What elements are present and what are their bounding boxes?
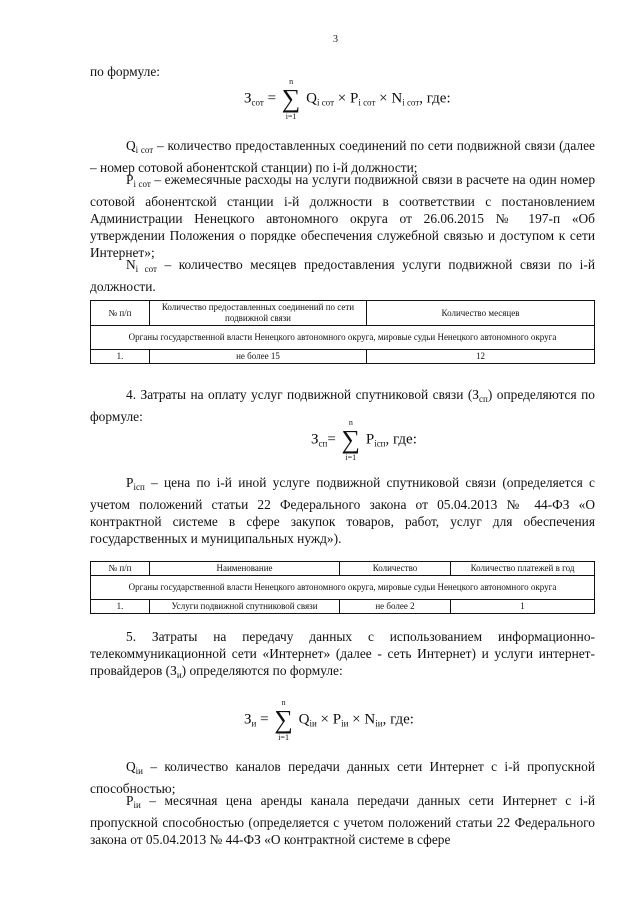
intro-text: по формуле: bbox=[90, 64, 160, 79]
table-header: Количество предоставленных соединений по сети подвижной связи bbox=[150, 301, 367, 326]
table-header: № п/п bbox=[91, 301, 150, 326]
definition-p-sot: $P_{i сот}$ – ежемесячные расходы на услуги подвижной связи в расчете на один номер сотовой абонентской станции i-й должности в соответствии с постановлением Администрации Ненецкого автономного округа от 26.06.2015 № 197-п «Об утверждении Положения о порядке обеспечения служебной связью и доступом к сети Интернет»; bbox=[90, 172, 596, 260]
table-header: Количество месяцев bbox=[367, 301, 595, 326]
formula-cost-satellite: $З_{сп}=$ ∑ n i=1 $P_{iсп}$, где: bbox=[311, 418, 417, 462]
table-group-row: Органы государственной власти Ненецкого автономного округа, мировые судьи Ненецкого автономного округа bbox=[91, 326, 595, 350]
page-number: 3 bbox=[333, 34, 338, 45]
table-group-row: Органы государственной власти Ненецкого автономного округа, мировые судьи Ненецкого автономного округа bbox=[91, 576, 595, 600]
table-header: Количество платежей в год bbox=[451, 562, 595, 576]
formula-cost-mobile: $З_{сот}$ = ∑ n i=1 $Q_{i сот} \times P_{i сот} \times N_{i сот}$, где: bbox=[244, 77, 451, 121]
table-header: Наименование bbox=[150, 562, 340, 576]
sum-sign: ∑ n i=1 bbox=[274, 698, 293, 742]
table-cell: 1. bbox=[91, 350, 150, 364]
table-cell: 1 bbox=[451, 600, 595, 614]
table-header: № п/п bbox=[91, 562, 150, 576]
table-cell: Услуги подвижной спутниковой связи bbox=[150, 600, 340, 614]
section-5-text: 5. Затраты на передачу данных с использованием информационно-телекоммуникационной сети «Интернет» (далее - сеть Интернет) и услуги интернет-провайдеров $(З_и)$ определяются по формуле: bbox=[90, 629, 595, 680]
definition-n-sot: $N_{i сот}$ – количество месяцев предоставления услуги подвижной связи по i-й должности. bbox=[90, 257, 595, 294]
definition-q-sot: $Q_{i сот}$ – количество предоставленных соединений по сети подвижной связи (далее – номер сотовой абонентской станции) по i-й должности; bbox=[90, 138, 596, 175]
definition-q-i: $Q_{iи}$ – количество каналов передачи данных сети Интернет с i-й пропускной способностью; bbox=[90, 759, 595, 796]
table-mobile bbox=[90, 300, 595, 364]
table-header: Количество bbox=[340, 562, 451, 576]
table-cell: 12 bbox=[367, 350, 595, 364]
table-satellite bbox=[90, 561, 595, 614]
table-cell: 1. bbox=[91, 600, 150, 614]
definition-p-sp: $P_{iсп}$ – цена по i-й иной услуге подвижной спутниковой связи (определяется с учетом положений статьи 22 Федерального закона от 05.04.2013 № 44-ФЗ «О контрактной системе в сфере закупок товаров, работ, услуг для обеспечения государственных и муниципальных нужд»). bbox=[90, 475, 595, 546]
sum-sign: ∑ n i=1 bbox=[341, 418, 361, 462]
table-cell: не более 2 bbox=[340, 600, 451, 614]
table-cell: не более 15 bbox=[150, 350, 367, 364]
definition-p-i: $P_{iи}$ – месячная цена аренды канала передачи данных сети Интернет с i-й пропускной способностью (определяется с учетом положений статьи 22 Федерального закона от 05.04.2013 № 44-ФЗ «О контрактной системе в сфере bbox=[90, 793, 595, 847]
sum-sign: ∑ n i=1 bbox=[281, 77, 301, 121]
section-4-text: 4. Затраты на оплату услуг подвижной спутниковой связи $(З_{сп})$ определяются по формуле: bbox=[90, 387, 595, 424]
formula-cost-internet: $З_и$ = ∑ n i=1 $Q_{iи} \times P_{iи} \times N_{iи}$, где: bbox=[244, 698, 414, 742]
